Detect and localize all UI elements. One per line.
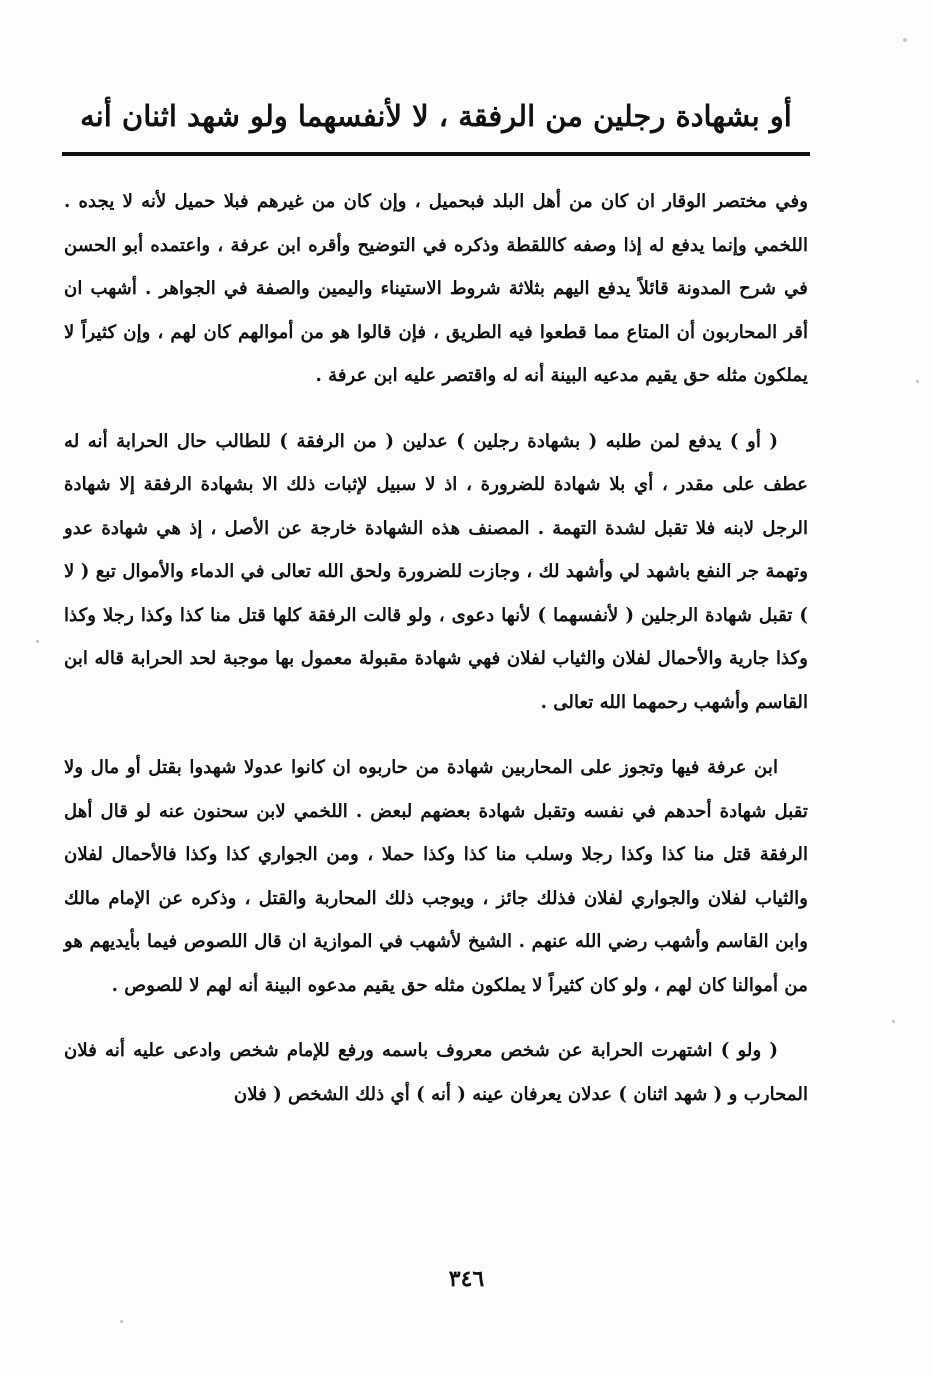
paragraph-2: ( أو ) يدفع لمن طلبه ( بشهادة رجلين ) عدلين ( من الرفقة ) للطالب حال الحرابة أنه له عطف على مقدر ، أي بلا شهادة للضرورة ، اذ لا سبيل لإثبات ذلك الا بشهادة الرفقة إلا شهادة الرجل لابنه فلا تقبل لشدة التهمة . المصنف هذه الشهادة خارجة عن الأصل ، إذ هي شهادة عدو وتهمة جر النفع باشهد لي وأشهد لك ، وجازت للضرورة ولحق الله تعالى في الدماء والأموال تبع ( لا ) تقبل شهادة الرجلين ( لأنفسهما ) لأنها دعوى ، ولو قالت الرفقة كلها قتل منا كذا وكذا رجلا وكذا وكذا جارية والأحمال لفلان والثياب لفلان فهي شهادة مقبولة معمول بها موجبة لحد الحرابة قاله ابن القاسم وأشهب رحمهما الله تعالى . [64,430,808,713]
header-title: أو بشهادة رجلين من الرفقة ، لا لأنفسهما ولو شهد اثنان أنه [80,99,792,133]
scan-speck [36,640,39,643]
scan-speck [916,380,919,383]
scan-speck [892,1020,895,1023]
header-rule [62,152,810,156]
page-number: ٣٤٦ [448,1266,485,1292]
paragraph-3: ابن عرفة فيها وتجوز على المحاربين شهادة من حاربوه ان كانوا عدولا شهدوا بقتل أو مال ولا تقبل شهادة أحدهم في نفسه وتقبل شهادة بعضهم لبعض . اللخمي لابن سحنون عنه لو قال أهل الرفقة قتل منا كذا وكذا رجلا وسلب منا كذا وكذا حملا ، ومن الجواري كذا وكذا فالأحمال لفلان والثياب لفلان والجواري لفلان فذلك جائز ، ويوجب ذلك المحاربة والقتل ، وذكره عن الإمام مالك وابن القاسم وأشهب رضي الله عنهم . الشيخ لأشهب في الموازية ان قال اللصوص فيما بأيديهم هو من أموالنا كان لهم ، ولو كان كثيراً لا يملكون مثله حق يقيم مدعوه البينة أنه لهم لا للصوص . [64,757,808,996]
scan-speck [120,1320,123,1323]
body-text [64,180,808,1138]
paragraph-1: وفي مختصر الوقار ان كان من أهل البلد فبحميل ، وإن كان من غيرهم فبلا حميل لأنه لا يجده . اللخمي وإنما يدفع له إذا وصفه كاللقطة وذكره في التوضيح وأقره ابن عرفة ، واعتمده أبو الحسن في شرح المدونة قائلاً يدفع اليهم بثلاثة شروط الاستيناء واليمين والصفة في الجواهر . أشهب ان أقر المحاربون أن المتاع مما قطعوا فيه الطريق ، فإن قالوا هو من أموالهم كان لهم ، وإن كثيراً لا يملكون مثله حق يقيم مدعيه البينة أنه له واقتصر عليه ابن عرفة . [64,191,808,386]
paragraph-4: ( ولو ) اشتهرت الحرابة عن شخص معروف باسمه ورفع للإمام شخص وادعى عليه أنه فلان المحارب و ( شهد اثنان ) عدلان يعرفان عينه ( أنه ) أي ذلك الشخص ( فلان [64,1040,808,1105]
running-header [62,86,810,146]
scan-speck [903,38,907,42]
